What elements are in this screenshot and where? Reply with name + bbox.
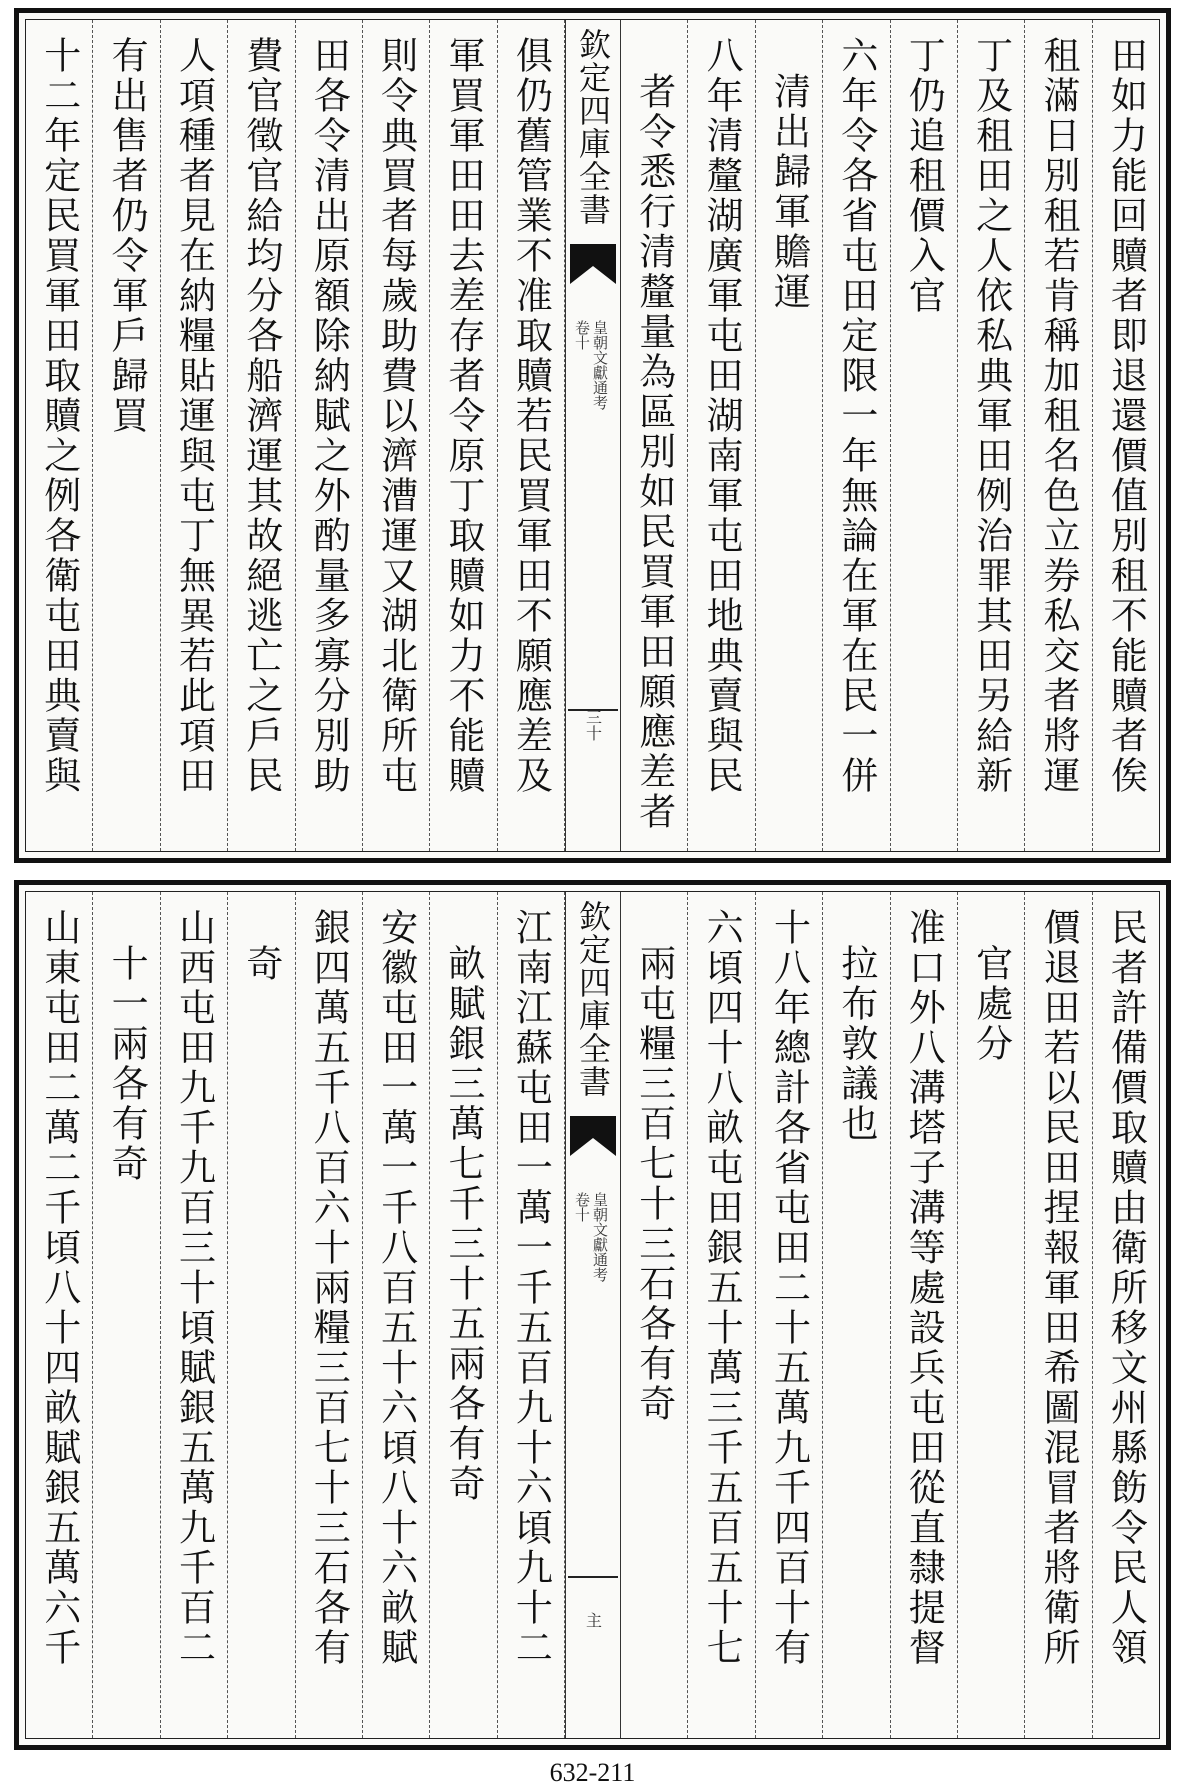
column-text: 有出售者仍令軍戶歸買 (105, 36, 149, 436)
text-column (161, 20, 228, 851)
text-column (958, 20, 1025, 851)
text-column (228, 20, 295, 851)
text-column (891, 20, 958, 851)
bottom-page-columns (26, 892, 1159, 1738)
text-column (1093, 892, 1159, 1738)
top-page-frame (25, 19, 1160, 852)
column-text: 價退田若以民田捏報軍田希圖混冒者將衛所 (1036, 908, 1080, 1668)
column-text: 則令典買者每歲助費以濟漕運又湖北衛所屯 (374, 36, 418, 796)
top-page (14, 8, 1171, 863)
column-text: 六年令各省屯田定限一年無論在軍在民一併 (834, 36, 878, 796)
center-fold (565, 20, 621, 851)
column-text: 軍買軍田田去差存者令原丁取贖如力不能贖 (441, 36, 485, 796)
text-column (688, 20, 755, 851)
fish-tail-mark-icon (570, 244, 616, 284)
column-text: 畝賦銀三萬七千三十五兩各有奇 (441, 944, 485, 1504)
column-text: 十一兩各有奇 (105, 944, 149, 1184)
text-column (498, 20, 565, 851)
column-text: 者令悉行清釐量為區別如民買軍田願應差者 (632, 72, 676, 832)
text-column (688, 892, 755, 1738)
column-text: 丁及租田之人依私典軍田例治罪其田另給新 (969, 36, 1013, 796)
text-column (161, 892, 228, 1738)
column-text: 山西屯田九千九百三十頃賦銀五萬九千百二 (172, 908, 216, 1668)
column-text: 江南江蘇屯田一萬一千五百九十六頃九十二 (509, 908, 553, 1668)
column-text: 兩屯糧三百七十三石各有奇 (632, 944, 676, 1424)
text-column (1025, 20, 1092, 851)
column-text: 山東屯田二萬二千頃八十四畝賦銀五萬六千 (37, 908, 81, 1668)
column-text: 准口外八溝塔子溝等處設兵屯田從直隸提督 (902, 908, 946, 1668)
text-column (756, 20, 823, 851)
text-column (26, 20, 93, 851)
column-text: 租滿日別租若肯稱加租名色立券私交者將運 (1036, 36, 1080, 796)
text-column (430, 20, 497, 851)
folio-number: 主 (583, 1612, 603, 1628)
column-text: 安徽屯田一萬一千八百五十六頃八十六畝賦 (374, 908, 418, 1668)
column-text: 田如力能回贖者即退還價值別租不能贖者俟 (1104, 36, 1148, 796)
book-title: 欽定四庫全書 (574, 900, 612, 1098)
text-column (430, 892, 497, 1738)
text-column (93, 20, 160, 851)
text-column (498, 892, 565, 1738)
bottom-page-frame (25, 891, 1160, 1739)
divider (568, 1576, 618, 1578)
column-text: 拉布敦議也 (834, 944, 878, 1144)
fish-tail-mark-icon (570, 1116, 616, 1156)
text-column (363, 20, 430, 851)
column-text: 六頃四十八畝屯田銀五十萬三千五百五十七 (700, 908, 744, 1668)
book-title: 欽定四庫全書 (574, 28, 612, 226)
column-text: 官處分 (969, 944, 1013, 1064)
page-code: 632-211 (549, 1758, 636, 1787)
text-column (1025, 892, 1092, 1738)
text-column (958, 892, 1025, 1738)
column-text: 田各令清出原額除納賦之外酌量多寡分別助 (307, 36, 351, 796)
text-column (891, 892, 958, 1738)
column-text: 清出歸軍贍運 (767, 72, 811, 312)
column-text: 銀四萬五千八百六十兩糧三百七十三石各有 (307, 908, 351, 1668)
text-column (26, 892, 93, 1738)
text-column (823, 20, 890, 851)
text-column (363, 892, 430, 1738)
column-text: 奇 (239, 944, 283, 984)
text-column (1093, 20, 1159, 851)
text-column (756, 892, 823, 1738)
column-text: 丁仍追租價入官 (902, 36, 946, 316)
volume-label: 卷十 (573, 1192, 591, 1222)
text-column (228, 892, 295, 1738)
column-text: 費官徵官給均分各船濟運其故絕逃亡之戶民 (239, 36, 283, 796)
column-text: 俱仍舊管業不准取贖若民買軍田不願應差及 (509, 36, 553, 796)
text-column (621, 892, 688, 1738)
column-text: 民者許備價取贖由衛所移文州縣飭令民人領 (1104, 908, 1148, 1668)
text-column (296, 20, 363, 851)
folio-number: 三十 (583, 709, 603, 741)
text-column (621, 20, 688, 851)
text-column (296, 892, 363, 1738)
column-text: 十八年總計各省屯田二十五萬九千四百十有 (767, 908, 811, 1668)
volume-label: 卷十 (573, 320, 591, 350)
sub-title: 皇朝文獻通考 (591, 320, 609, 410)
column-text: 人項種者見在納糧貼運與屯丁無異若此項田 (172, 36, 216, 796)
column-text: 十二年定民買軍田取贖之例各衛屯田典賣與 (37, 36, 81, 796)
text-column (93, 892, 160, 1738)
column-text: 八年清釐湖廣軍屯田湖南軍屯田地典賣與民 (700, 36, 744, 796)
top-page-columns (26, 20, 1159, 851)
text-column (823, 892, 890, 1738)
center-fold (565, 892, 621, 1738)
sub-title: 皇朝文獻通考 (591, 1192, 609, 1282)
bottom-page (14, 880, 1171, 1750)
